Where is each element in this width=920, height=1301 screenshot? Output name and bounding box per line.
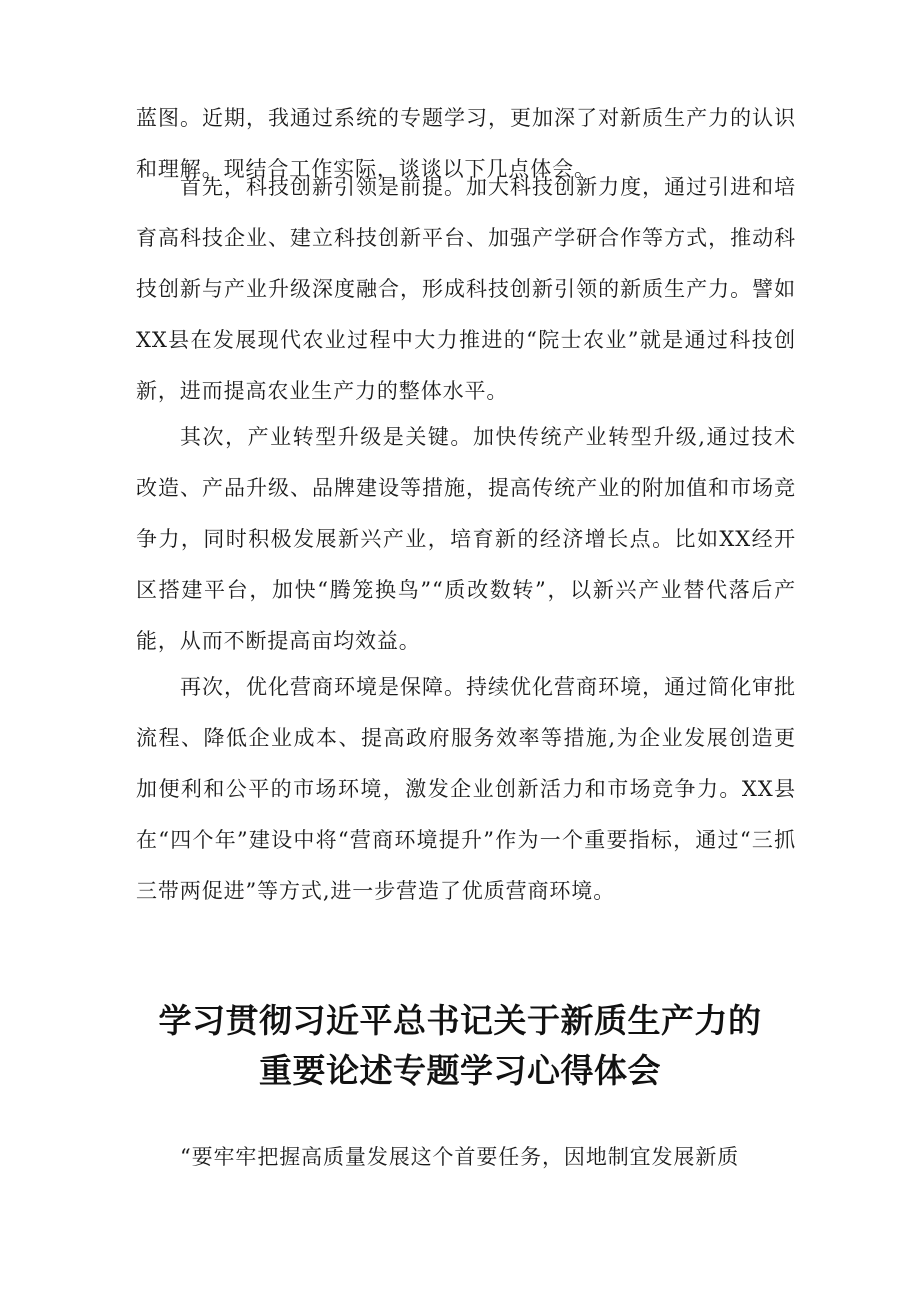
article-title-line-2: 重要论述专题学习心得体会 (259, 1051, 661, 1090)
paragraph-industry-upgrade: 其次，产业转型升级是关键。加快传统产业转型升级,通过技术改造、产品升级、品牌建设等措施，提高传统产业的附加值和市场竞争力，同时积极发展新兴产业，培育新的经济增长点。比如XX经开区搭建平台，加快“腾笼换鸟”“质改数转”，以新兴产业替代落后产能，从而不断提高亩均效益。 (136, 425, 796, 653)
paragraph-opening-quote: “要牢牢把握高质量发展这个首要任务，因地制宜发展新质 (180, 1145, 740, 1169)
article-title-line-1: 学习贯彻习近平总书记关于新质生产力的 (158, 1001, 762, 1040)
paragraph-business-environment: 再次，优化营商环境是保障。持续优化营商环境，通过简化审批流程、降低企业成本、提高政府服务效率等措施,为企业发展创造更加便利和公平的市场环境，激发企业创新活力和市场竞争力。XX县在“四个年”建设中将“营商环境提升”作为一个重要指标，通过“三抓三带两促进”等方式,进一步营造了优质营商环境。 (136, 675, 796, 903)
paragraph-tech-innovation: 首先，科技创新引领是前提。加大科技创新力度，通过引进和培育高科技企业、建立科技创新平台、加强产学研合作等方式，推动科技创新与产业升级深度融合，形成科技创新引领的新质生产力。譬如XX县在发展现代农业过程中大力推进的“院士农业”就是通过科技创新，进而提高农业生产力的整体水平。 (136, 175, 796, 403)
paragraph-continuation: 蓝图。近期，我通过系统的专题学习，更加深了对新质生产力的认识和理解。现结合工作实际，谈谈以下几点体会。 (136, 106, 796, 181)
